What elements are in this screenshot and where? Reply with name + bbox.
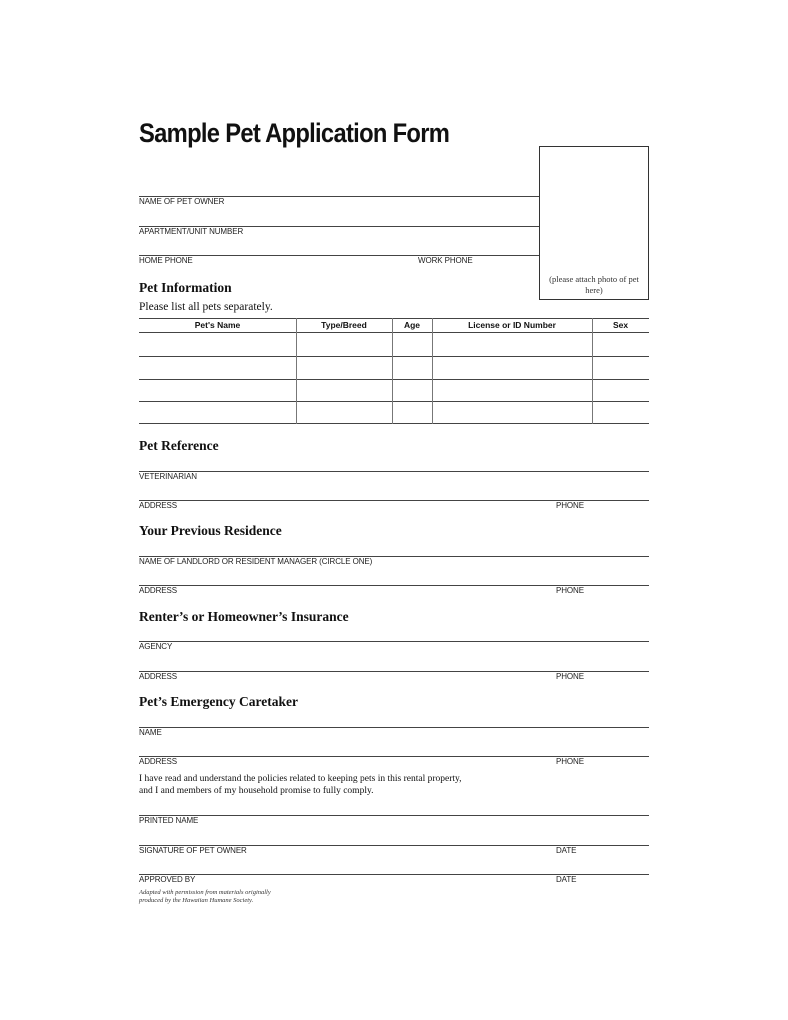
footnote-line-1: Adapted with permission from materials originally	[139, 889, 271, 896]
agreement-line-2: and I and members of my household promise to fully comply.	[139, 786, 374, 796]
signature-date-label: DATE	[556, 846, 577, 855]
residence-phone-label: PHONE	[556, 586, 584, 595]
insurance-heading: Renter’s or Homeowner’s Insurance	[139, 609, 349, 624]
agency-line[interactable]	[139, 641, 649, 642]
veterinarian-line[interactable]	[139, 471, 649, 472]
agency-label: AGENCY	[139, 642, 173, 651]
insurance-phone-label: PHONE	[556, 672, 584, 681]
caretaker-phone-label: PHONE	[556, 757, 584, 766]
col-pet-name: Pet's Name	[194, 320, 241, 330]
footnote-line-2: produced by the Hawaiian Humane Society.	[139, 897, 254, 904]
printed-name-label: PRINTED NAME	[139, 816, 199, 825]
vet-phone-label: PHONE	[556, 501, 584, 510]
previous-residence-heading: Your Previous Residence	[139, 523, 282, 538]
photo-caption: (please attach photo of pet here)	[549, 274, 639, 295]
printed-name-line[interactable]	[139, 815, 649, 816]
caretaker-name-label: NAME	[139, 728, 162, 737]
agreement-line-1: I have read and understand the policies related to keeping pets in this rental property,	[139, 774, 462, 784]
vet-address-label: ADDRESS	[139, 501, 177, 510]
pet-info-heading: Pet Information	[139, 280, 232, 295]
caretaker-name-line[interactable]	[139, 727, 649, 728]
col-type-breed: Type/Breed	[321, 320, 367, 330]
page-title: Sample Pet Application Form	[139, 118, 450, 148]
approved-by-label: APPROVED BY	[139, 875, 196, 884]
approved-date-label: DATE	[556, 875, 577, 884]
veterinarian-label: VETERINARIAN	[139, 472, 197, 481]
apartment-label: APARTMENT/UNIT NUMBER	[139, 227, 244, 236]
home-phone-label: HOME PHONE	[139, 256, 193, 265]
col-age: Age	[403, 320, 421, 330]
pet-info-subtitle: Please list all pets separately.	[139, 301, 273, 313]
pet-reference-heading: Pet Reference	[139, 438, 219, 453]
work-phone-label: WORK PHONE	[418, 256, 473, 265]
caretaker-heading: Pet’s Emergency Caretaker	[139, 694, 298, 709]
insurance-address-label: ADDRESS	[139, 672, 177, 681]
residence-address-label: ADDRESS	[139, 586, 177, 595]
caretaker-address-label: ADDRESS	[139, 757, 177, 766]
phone-line[interactable]	[139, 255, 539, 256]
landlord-label: NAME OF LANDLORD OR RESIDENT MANAGER (CIRCLE ONE)	[139, 557, 373, 566]
pet-photo-box[interactable]	[539, 146, 649, 300]
col-sex: Sex	[612, 320, 629, 330]
col-license: License or ID Number	[468, 320, 556, 330]
signature-label: SIGNATURE OF PET OWNER	[139, 846, 247, 855]
owner-name-label: NAME OF PET OWNER	[139, 197, 225, 206]
